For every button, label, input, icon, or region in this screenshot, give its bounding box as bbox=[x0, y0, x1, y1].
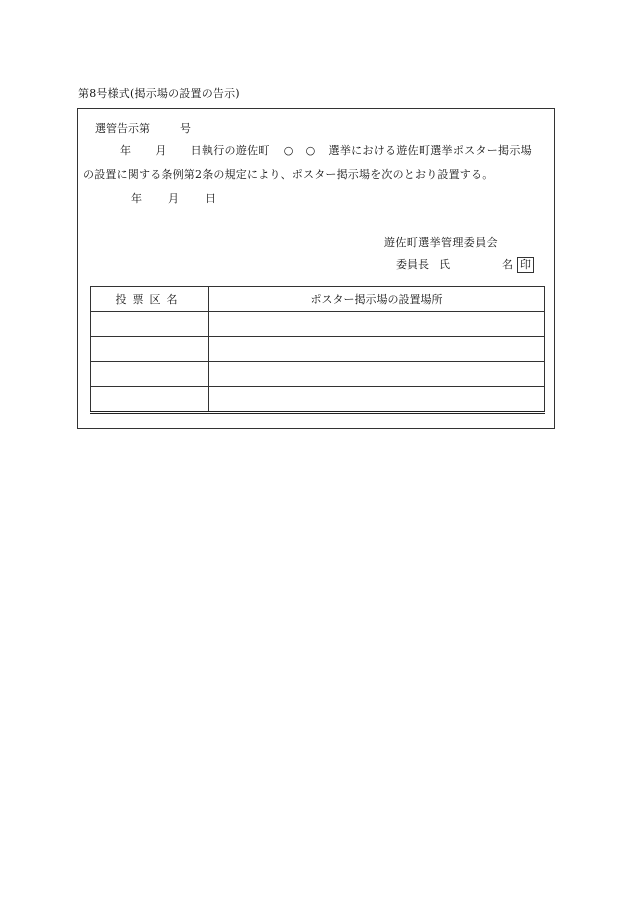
header-voting-district: 投票区名 bbox=[91, 287, 209, 312]
poster-location-table bbox=[90, 286, 545, 414]
table-row bbox=[91, 362, 545, 387]
district-cell bbox=[91, 337, 209, 362]
date-day: 日 bbox=[205, 192, 216, 205]
location-cell bbox=[209, 387, 545, 413]
seal-mark: 印 bbox=[517, 257, 534, 273]
location-cell bbox=[209, 362, 545, 387]
date-month: 月 bbox=[168, 192, 179, 205]
date-year: 年 bbox=[131, 192, 142, 205]
notice-number-suffix: 号 bbox=[180, 122, 191, 135]
district-cell bbox=[91, 387, 209, 413]
notice-body-line1 bbox=[120, 142, 532, 158]
district-cell bbox=[91, 312, 209, 337]
table-header-row bbox=[91, 287, 545, 312]
body-day-execution: 日執行の遊佐町 bbox=[190, 144, 270, 157]
form-title: 第8号様式(掲示場の設置の告示) bbox=[78, 87, 240, 100]
notice-number-prefix: 選管告示第 bbox=[95, 122, 150, 135]
chairman-line bbox=[396, 256, 534, 273]
location-cell bbox=[209, 337, 545, 362]
body-month: 月 bbox=[155, 144, 167, 157]
table-row bbox=[91, 312, 545, 337]
chairman-surname: 氏 bbox=[439, 258, 450, 271]
notice-number-line bbox=[95, 120, 191, 136]
body-circle-2: ○ bbox=[305, 144, 316, 157]
header-poster-location: ポスター掲示場の設置場所 bbox=[209, 287, 545, 312]
notice-date bbox=[131, 190, 216, 206]
table-row bbox=[91, 337, 545, 362]
location-cell bbox=[209, 312, 545, 337]
body-circle-1: ○ bbox=[283, 144, 294, 157]
table-row bbox=[91, 387, 545, 413]
committee-name: 遊佐町選挙管理委員会 bbox=[384, 236, 498, 249]
body-line1-rest: 選挙における遊佐町選挙ポスター掲示場 bbox=[328, 144, 532, 157]
notice-frame bbox=[77, 108, 555, 429]
chairman-name: 名 bbox=[502, 258, 513, 271]
body-year: 年 bbox=[120, 144, 132, 157]
district-cell bbox=[91, 362, 209, 387]
notice-body-line2: の設置に関する条例第2条の規定により、ポスター掲示場を次のとおり設置する。 bbox=[83, 168, 494, 181]
chairman-title: 委員長 bbox=[396, 258, 429, 271]
